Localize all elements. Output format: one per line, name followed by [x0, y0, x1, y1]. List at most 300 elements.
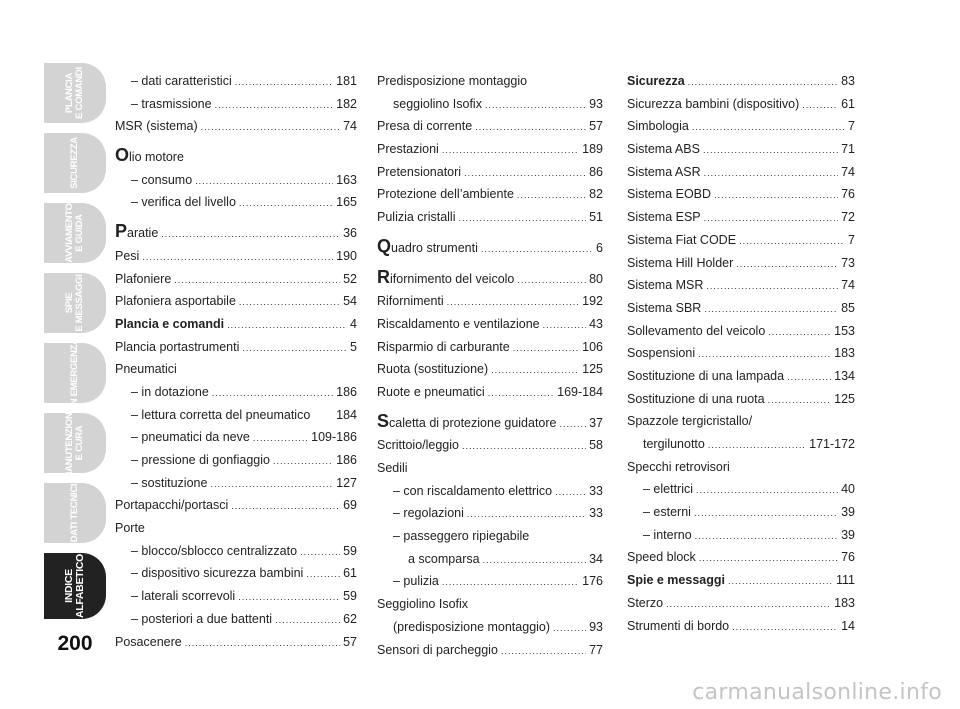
- dot-leader: [231, 495, 340, 518]
- index-entry[interactable]: [115, 115, 357, 138]
- index-entry[interactable]: [377, 336, 603, 359]
- entry-title: [115, 222, 158, 245]
- entry-title: Porte: [115, 521, 145, 536]
- entry-title: – interno: [643, 527, 692, 542]
- entry-title: Posacenere: [115, 634, 182, 649]
- dot-leader: [491, 359, 579, 382]
- entry-page: 62: [343, 611, 357, 626]
- tab-label: IN EMERGENZA: [69, 338, 80, 408]
- dot-leader: [485, 94, 586, 117]
- entry-page: 165: [336, 195, 357, 210]
- index-entry[interactable]: [115, 494, 357, 517]
- entry-page: 7: [848, 119, 855, 134]
- entry-title: – dati caratteristici: [131, 74, 232, 88]
- entry-title: Pretensionatori: [377, 164, 462, 179]
- index-entry[interactable]: [377, 480, 603, 503]
- index-entry[interactable]: [377, 206, 603, 229]
- entry-page: 125: [834, 391, 855, 406]
- dot-leader: [501, 640, 586, 663]
- entry-page: 61: [841, 96, 855, 111]
- entry-title: Pesi: [115, 248, 140, 263]
- index-entry[interactable]: [377, 358, 603, 381]
- initial-letter: R: [377, 266, 390, 287]
- entry-title: Sensori di parcheggio: [377, 642, 498, 657]
- dot-leader: [696, 479, 838, 502]
- entry-page: 169-184: [557, 384, 603, 399]
- dot-leader: [239, 291, 340, 314]
- entry-page: 183: [834, 595, 855, 610]
- index-entry[interactable]: [377, 93, 603, 116]
- index-column-3: [627, 70, 855, 637]
- entry-title: – pneumatici da neve: [131, 430, 250, 445]
- dot-leader: [704, 162, 838, 185]
- index-entry[interactable]: [627, 115, 855, 138]
- index-entry[interactable]: [377, 548, 603, 571]
- dot-leader: [768, 389, 832, 412]
- index-entry[interactable]: [627, 206, 855, 229]
- entry-page: 80: [589, 271, 603, 286]
- entry-title: Plancia portastrumenti: [115, 339, 240, 354]
- entry-title: Prestazioni: [377, 142, 439, 157]
- index-entry[interactable]: [115, 191, 357, 214]
- entry-page: 51: [589, 210, 603, 225]
- dot-leader: [235, 71, 333, 94]
- index-entry[interactable]: [377, 457, 603, 480]
- tab-sicurezza[interactable]: [44, 133, 106, 193]
- index-entry[interactable]: [115, 517, 357, 540]
- tab-manutenzione-e-cura[interactable]: [44, 406, 106, 480]
- index-entry[interactable]: [627, 456, 855, 479]
- entry-page: 163: [336, 172, 357, 187]
- index-entry[interactable]: [115, 540, 357, 563]
- entry-title-rest: uadro strumenti: [391, 240, 478, 255]
- entry-title: Sistema ESP: [627, 210, 701, 225]
- dot-leader: [666, 593, 831, 616]
- entry-title: Seggiolino Isofix: [377, 597, 469, 612]
- index-entry[interactable]: [627, 70, 855, 93]
- dot-leader: [253, 427, 308, 450]
- dot-leader: [467, 503, 586, 526]
- index-entry[interactable]: [377, 183, 603, 206]
- dot-leader: [704, 207, 838, 230]
- index-entry[interactable]: [115, 381, 357, 404]
- dot-leader: [553, 617, 586, 640]
- entry-page: 93: [589, 619, 603, 634]
- index-entry[interactable]: [115, 146, 357, 169]
- entry-page: 82: [589, 187, 603, 202]
- entry-page: 33: [589, 483, 603, 498]
- dot-leader: [688, 71, 838, 94]
- tab-spie-e-messaggi[interactable]: [44, 273, 106, 333]
- entry-title: – trasmissione: [131, 96, 212, 111]
- index-entry[interactable]: [377, 138, 603, 161]
- entry-title: Sistema MSR: [627, 278, 704, 293]
- entry-title-rest: caletta di protezione guidatore: [389, 415, 557, 430]
- entry-title: Sistema Hill Holder: [627, 255, 734, 270]
- index-entry[interactable]: [115, 245, 357, 268]
- tab-in-emergenza[interactable]: [44, 338, 106, 408]
- initial-letter: S: [377, 410, 390, 431]
- entry-title: Sistema SBR: [627, 300, 702, 315]
- initial-letter: O: [115, 145, 130, 166]
- entry-title: – consumo: [131, 172, 193, 187]
- initial-letter: Q: [377, 235, 392, 256]
- index-entry[interactable]: [627, 297, 855, 320]
- entry-title: Plafoniere: [115, 271, 172, 286]
- index-entry[interactable]: [627, 93, 855, 116]
- index-entry[interactable]: [115, 70, 357, 93]
- dot-leader: [728, 570, 833, 593]
- entry-title: – elettrici: [643, 482, 694, 497]
- index-entry[interactable]: [377, 525, 603, 548]
- entry-title: – regolazioni: [393, 506, 464, 521]
- dot-leader: [560, 413, 587, 436]
- index-entry[interactable]: [377, 381, 603, 404]
- dot-leader: [275, 609, 340, 632]
- entry-title: [377, 237, 478, 260]
- entry-page: 76: [841, 187, 855, 202]
- initial-letter: P: [115, 221, 128, 242]
- index-entry[interactable]: [627, 365, 855, 388]
- entry-page: 176: [582, 574, 603, 589]
- index-entry[interactable]: [115, 404, 357, 427]
- index-entry[interactable]: [115, 426, 357, 449]
- entry-page: 109-186: [311, 430, 357, 445]
- entry-page: 39: [841, 505, 855, 520]
- entry-title: – pulizia: [393, 574, 439, 589]
- tab-label: AVVIAMENTO E GUIDA: [64, 203, 85, 263]
- index-entry[interactable]: [627, 161, 855, 184]
- index-entry[interactable]: [115, 608, 357, 631]
- entry-title: Speed block: [627, 550, 696, 565]
- entry-title: Sicurezza: [627, 74, 685, 88]
- entry-title: Spazzole tergicristallo/: [627, 414, 753, 429]
- page-number: 200: [57, 632, 93, 655]
- entry-title: Sistema ASR: [627, 164, 701, 179]
- dot-leader: [704, 298, 838, 321]
- dot-leader: [242, 337, 347, 360]
- entry-title: Sterzo: [627, 595, 664, 610]
- entry-title: Ruote e pneumatici: [377, 384, 485, 399]
- entry-page: 72: [841, 210, 855, 225]
- entry-page: 125: [582, 362, 603, 377]
- dot-leader: [481, 238, 593, 261]
- tab-label: PLANCIA E COMANDI: [64, 67, 85, 119]
- entry-page: 186: [336, 453, 357, 467]
- index-entry[interactable]: [115, 169, 357, 192]
- index-entry[interactable]: [627, 615, 855, 638]
- entry-title: Plafoniera asportabile: [115, 294, 236, 309]
- entry-page: 153: [834, 323, 855, 338]
- dot-leader: [802, 94, 838, 117]
- dot-leader: [694, 502, 838, 525]
- entry-title: – pressione di gonfiaggio: [131, 453, 270, 467]
- index-entry[interactable]: [115, 449, 357, 472]
- entry-page: 71: [841, 142, 855, 157]
- dot-leader: [692, 116, 845, 139]
- entry-page: 58: [589, 438, 603, 453]
- index-entry[interactable]: [627, 229, 855, 252]
- entry-page: 34: [589, 551, 603, 566]
- entry-title: (predisposizione montaggio): [393, 619, 551, 634]
- entry-page: 77: [589, 642, 603, 657]
- entry-title: Protezione dell’ambiente: [377, 187, 514, 202]
- tab-label: SICUREZZA: [69, 137, 80, 189]
- entry-title: – posteriori a due battenti: [131, 611, 273, 626]
- entry-page: 59: [343, 543, 357, 558]
- entry-title: MSR (sistema): [115, 119, 198, 134]
- entry-title: Sostituzione di una lampada: [627, 368, 785, 383]
- entry-title: Sicurezza bambini (dispositivo): [627, 96, 800, 111]
- entry-title: Sistema ABS: [627, 142, 700, 157]
- entry-title: Sedili: [377, 461, 408, 475]
- tab-dati-tecnici[interactable]: [44, 483, 106, 543]
- entry-title: Simbologia: [627, 119, 689, 134]
- dot-leader: [447, 291, 579, 314]
- entry-page: 73: [841, 255, 855, 270]
- tab-plancia-e-comandi[interactable]: [44, 63, 106, 123]
- dot-leader: [464, 162, 586, 185]
- entry-page: 33: [589, 506, 603, 521]
- entry-page: 86: [589, 164, 603, 179]
- entry-title: – lettura corretta del pneumatico: [131, 407, 311, 422]
- dot-leader: [483, 549, 587, 572]
- entry-title-rest: lio motore: [129, 150, 184, 165]
- entry-title: Sistema Fiat CODE: [627, 232, 737, 247]
- index-entry[interactable]: [115, 313, 357, 336]
- tab-label: SPIE E MESSAGGI: [64, 274, 85, 332]
- entry-title: Pneumatici: [115, 362, 177, 377]
- index-entry[interactable]: [377, 268, 603, 291]
- entry-title: [377, 268, 514, 291]
- entry-title: Specchi retrovisori: [627, 459, 730, 474]
- dot-leader: [513, 337, 579, 360]
- tab-indice-alfabetico[interactable]: [44, 553, 106, 619]
- entry-title: Risparmio di carburante: [377, 339, 510, 354]
- dot-leader: [708, 434, 806, 457]
- entry-page: 39: [841, 527, 855, 542]
- dot-leader: [706, 275, 838, 298]
- index-entry[interactable]: [115, 358, 357, 381]
- index-entry[interactable]: [377, 412, 603, 435]
- dot-leader: [488, 382, 554, 405]
- index-entry[interactable]: [627, 501, 855, 524]
- index-entry[interactable]: [115, 290, 357, 313]
- dot-leader: [739, 230, 845, 253]
- entry-page: 61: [343, 566, 357, 581]
- entry-title: Ruota (sostituzione): [377, 362, 489, 377]
- index-entry[interactable]: [115, 336, 357, 359]
- entry-title: – sostituzione: [131, 475, 208, 490]
- index-entry[interactable]: [627, 388, 855, 411]
- index-entry[interactable]: [115, 93, 357, 116]
- entry-title: seggiolino Isofix: [393, 96, 482, 111]
- index-entry[interactable]: [377, 290, 603, 313]
- index-entry[interactable]: [115, 472, 357, 495]
- entry-title: Predisposizione montaggio: [377, 74, 528, 88]
- entry-page: 69: [343, 498, 357, 513]
- entry-title: – dispositivo sicurezza bambini: [131, 566, 304, 581]
- dot-leader: [736, 253, 838, 276]
- entry-page: 57: [343, 634, 357, 649]
- entry-title: Pulizia cristalli: [377, 210, 456, 225]
- dot-leader: [215, 94, 334, 117]
- index-entry[interactable]: [627, 252, 855, 275]
- index-entry[interactable]: [627, 569, 855, 592]
- entry-page: 85: [841, 300, 855, 315]
- entry-page: 74: [841, 164, 855, 179]
- entry-page: 74: [841, 278, 855, 293]
- index-entry[interactable]: [377, 70, 603, 93]
- index-entry[interactable]: [627, 320, 855, 343]
- dot-leader: [201, 116, 340, 139]
- entry-page: 189: [582, 142, 603, 157]
- dot-leader: [442, 571, 579, 594]
- dot-leader: [475, 116, 586, 139]
- entry-title: – in dotazione: [131, 384, 209, 399]
- entry-title: Scrittoio/leggio: [377, 438, 459, 453]
- entry-page: 183: [834, 346, 855, 361]
- entry-title: Sollevamento del veicolo: [627, 323, 766, 338]
- index-entry[interactable]: [627, 138, 855, 161]
- entry-page: 182: [336, 96, 357, 111]
- dot-leader: [300, 541, 340, 564]
- tab-avviamento-e-guida[interactable]: [44, 203, 106, 263]
- entry-page: 14: [841, 618, 855, 633]
- dot-leader: [714, 184, 838, 207]
- entry-page: 190: [336, 248, 357, 263]
- index-entry[interactable]: [377, 434, 603, 457]
- dot-leader: [174, 269, 340, 292]
- dot-leader: [212, 382, 333, 405]
- entry-page: 134: [834, 368, 855, 383]
- entry-title: Sistema EOBD: [627, 187, 712, 202]
- dot-leader: [442, 139, 579, 162]
- entry-title: tergilunotto: [643, 437, 705, 451]
- entry-page: 4: [350, 316, 357, 331]
- index-entry[interactable]: [377, 502, 603, 525]
- index-entry[interactable]: [377, 593, 603, 616]
- dot-leader: [517, 269, 586, 292]
- entry-page: 7: [848, 232, 855, 247]
- index-entry[interactable]: [377, 115, 603, 138]
- index-entry[interactable]: [377, 639, 603, 662]
- dot-leader: [185, 632, 340, 655]
- dot-leader: [555, 481, 586, 504]
- index-entry[interactable]: [627, 524, 855, 547]
- index-entry[interactable]: [627, 183, 855, 206]
- entry-title: Riscaldamento e ventilazione: [377, 316, 540, 331]
- index-entry[interactable]: [115, 585, 357, 608]
- entry-page: 76: [841, 550, 855, 565]
- entry-title: – blocco/sblocco centralizzato: [131, 543, 298, 558]
- index-entry[interactable]: [627, 546, 855, 569]
- entry-title: a scomparsa: [408, 551, 480, 566]
- entry-page: 181: [336, 74, 357, 88]
- index-entry[interactable]: [627, 342, 855, 365]
- tab-label: INDICE ALFABETICO: [63, 553, 86, 619]
- entry-page: 83: [841, 74, 855, 88]
- entry-page: 37: [589, 415, 603, 430]
- index-entry[interactable]: [377, 570, 603, 593]
- index-entry[interactable]: [377, 313, 603, 336]
- index-entry[interactable]: [627, 410, 855, 433]
- dot-leader: [273, 450, 333, 473]
- entry-page: 192: [582, 294, 603, 309]
- entry-page: 52: [343, 271, 357, 286]
- index-entry[interactable]: [115, 222, 357, 245]
- index-column-2: [377, 70, 603, 661]
- index-entry[interactable]: [115, 562, 357, 585]
- dot-leader: [306, 563, 340, 586]
- index-entry[interactable]: [377, 237, 603, 260]
- entry-title: – esterni: [643, 505, 691, 520]
- entry-title: Rifornimenti: [377, 294, 444, 309]
- entry-title: – verifica del livello: [131, 195, 236, 210]
- dot-leader: [768, 321, 831, 344]
- dot-leader: [517, 184, 586, 207]
- dot-leader: [703, 139, 838, 162]
- tab-label: DATI TECNICI: [69, 483, 80, 543]
- dot-leader: [732, 616, 838, 639]
- entry-page: 43: [589, 316, 603, 331]
- dot-leader: [195, 170, 333, 193]
- entry-title: Presa di corrente: [377, 119, 473, 134]
- entry-page: 6: [596, 240, 603, 255]
- entry-title: Sospensioni: [627, 346, 696, 361]
- entry-title: [377, 412, 557, 435]
- entry-page: 40: [841, 482, 855, 497]
- index-entry[interactable]: [115, 268, 357, 291]
- dot-leader: [227, 314, 347, 337]
- entry-page: 186: [336, 384, 357, 399]
- dot-leader: [142, 246, 333, 269]
- entry-page: 111: [835, 573, 855, 588]
- entry-title: – laterali scorrevoli: [131, 589, 236, 604]
- entry-title: – con riscaldamento elettrico: [393, 483, 553, 498]
- dot-leader: [239, 192, 333, 215]
- entry-page: 93: [589, 96, 603, 111]
- dot-leader: [210, 473, 333, 496]
- entry-page: 106: [582, 339, 603, 354]
- watermark: carmanualsonline.info: [692, 680, 942, 705]
- index-entry[interactable]: [627, 478, 855, 501]
- section-tabs: [44, 63, 106, 629]
- entry-title-rest: ifornimento del veicolo: [390, 271, 515, 286]
- dot-leader: [161, 223, 340, 246]
- entry-title: Strumenti di bordo: [627, 618, 730, 633]
- dot-leader: [698, 343, 831, 366]
- index-column-1: [115, 70, 357, 653]
- index-entry[interactable]: [627, 592, 855, 615]
- entry-page: 57: [589, 119, 603, 134]
- entry-title: – passeggero ripiegabile: [393, 529, 530, 544]
- index-entry[interactable]: [377, 616, 603, 639]
- entry-title: Sostituzione di una ruota: [627, 391, 765, 406]
- tab-label: MANUTENZIONE E CURA: [64, 406, 85, 480]
- dot-leader: [462, 435, 586, 458]
- entry-page: 59: [343, 589, 357, 604]
- index-entry[interactable]: [115, 631, 357, 654]
- index-entry[interactable]: [627, 433, 855, 456]
- entry-page: 36: [343, 226, 357, 241]
- index-entry[interactable]: [627, 274, 855, 297]
- dot-leader: [543, 314, 587, 337]
- entry-title: Plancia e comandi: [115, 316, 225, 331]
- entry-title: Portapacchi/portasci: [115, 498, 229, 513]
- entry-page: 74: [343, 119, 357, 134]
- index-entry[interactable]: [377, 161, 603, 184]
